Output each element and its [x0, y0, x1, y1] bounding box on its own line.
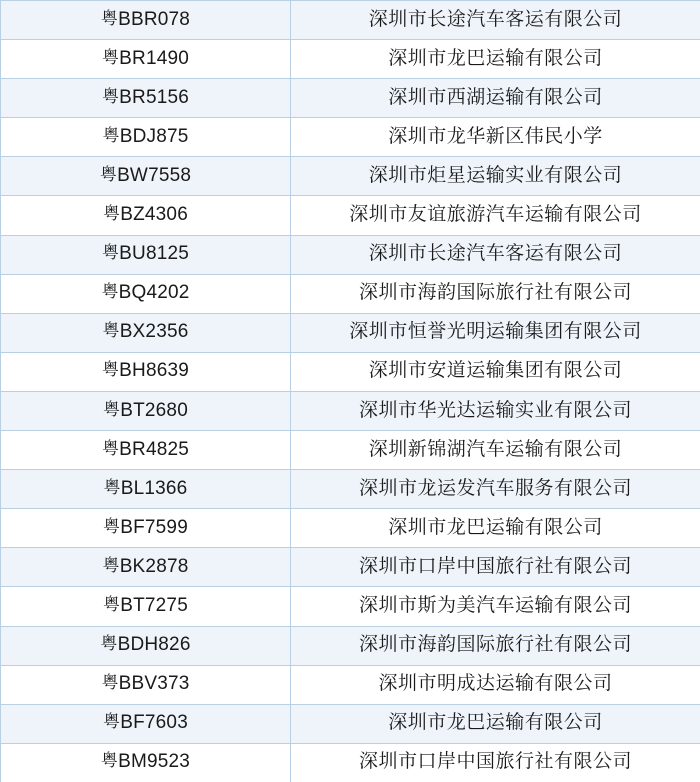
plate-number-cell: 粤BDH826 — [1, 626, 291, 665]
table-row — [1, 196, 700, 235]
table-row — [1, 665, 700, 704]
plate-number-cell: 粤BF7599 — [1, 509, 291, 548]
company-name-cell: 深圳市长途汽车客运有限公司 — [291, 235, 700, 274]
company-name-cell: 深圳市长途汽车客运有限公司 — [291, 1, 700, 40]
table-row — [1, 235, 700, 274]
table-row — [1, 431, 700, 470]
company-name-cell: 深圳市口岸中国旅行社有限公司 — [291, 743, 700, 782]
plate-number-cell: 粤BBR078 — [1, 1, 291, 40]
company-name-cell: 深圳市海韵国际旅行社有限公司 — [291, 626, 700, 665]
table-row — [1, 704, 700, 743]
plate-number-cell: 粤BL1366 — [1, 470, 291, 509]
plate-province-prefix: 粤 — [103, 204, 121, 224]
company-name-cell: 深圳市龙巴运输有限公司 — [291, 40, 700, 79]
company-name-cell: 深圳市友谊旅游汽车运输有限公司 — [291, 196, 700, 235]
company-name-cell: 深圳市海韵国际旅行社有限公司 — [291, 274, 700, 313]
table-row — [1, 79, 700, 118]
company-name-cell: 深圳市口岸中国旅行社有限公司 — [291, 548, 700, 587]
table-row — [1, 743, 700, 782]
plate-province-prefix: 粤 — [101, 438, 120, 458]
company-name-cell: 深圳市龙运发汽车服务有限公司 — [291, 470, 700, 509]
plate-province-prefix: 粤 — [103, 712, 121, 732]
company-name-cell: 深圳市龙巴运输有限公司 — [291, 704, 700, 743]
table-row — [1, 352, 700, 391]
plate-province-prefix: 粤 — [103, 399, 121, 419]
plate-province-prefix: 粤 — [100, 8, 119, 28]
table-row — [1, 40, 700, 79]
company-name-cell: 深圳市龙华新区伟民小学 — [291, 118, 700, 157]
plate-number-cell: 粤BW7558 — [1, 157, 291, 196]
company-name-cell: 深圳新锦湖汽车运输有限公司 — [291, 431, 700, 470]
plate-province-prefix: 粤 — [102, 555, 120, 575]
plate-province-prefix: 粤 — [101, 282, 119, 302]
plate-province-prefix: 粤 — [100, 751, 119, 771]
company-name-cell: 深圳市恒誉光明运输集团有限公司 — [291, 313, 700, 352]
table-row — [1, 548, 700, 587]
plate-number-cell: 粤BR1490 — [1, 40, 291, 79]
plate-number-cell: 粤BX2356 — [1, 313, 291, 352]
plate-province-prefix: 粤 — [100, 634, 118, 654]
plate-number-cell: 粤BBV373 — [1, 665, 291, 704]
company-name-cell: 深圳市龙巴运输有限公司 — [291, 509, 700, 548]
table-row — [1, 274, 700, 313]
table-row — [1, 1, 700, 40]
plate-province-prefix: 粤 — [102, 321, 120, 341]
plate-province-prefix: 粤 — [103, 477, 121, 497]
table-row — [1, 587, 700, 626]
plate-number-cell: 粤BM9523 — [1, 743, 291, 782]
plate-number-cell: 粤BDJ875 — [1, 118, 291, 157]
plate-province-prefix: 粤 — [99, 164, 118, 184]
table-row — [1, 313, 700, 352]
table-row — [1, 509, 700, 548]
plate-province-prefix: 粤 — [101, 360, 120, 380]
plate-province-prefix: 粤 — [103, 516, 121, 536]
plate-province-prefix: 粤 — [102, 125, 120, 145]
plate-number-cell: 粤BF7603 — [1, 704, 291, 743]
plate-province-prefix: 粤 — [101, 47, 120, 67]
table-row — [1, 470, 700, 509]
company-name-cell: 深圳市华光达运输实业有限公司 — [291, 391, 700, 430]
table-row — [1, 391, 700, 430]
table-row — [1, 118, 700, 157]
company-name-cell: 深圳市西湖运输有限公司 — [291, 79, 700, 118]
plate-number-cell: 粤BK2878 — [1, 548, 291, 587]
plate-number-cell: 粤BR4825 — [1, 431, 291, 470]
plate-number-cell: 粤BH8639 — [1, 352, 291, 391]
plate-number-cell: 粤BT7275 — [1, 587, 291, 626]
company-name-cell: 深圳市斯为美汽车运输有限公司 — [291, 587, 700, 626]
plate-province-prefix: 粤 — [101, 86, 120, 106]
company-name-cell: 深圳市安道运输集团有限公司 — [291, 352, 700, 391]
company-name-cell: 深圳市炬星运输实业有限公司 — [291, 157, 700, 196]
plate-province-prefix: 粤 — [101, 243, 120, 263]
table-body — [1, 1, 700, 782]
plate-province-prefix: 粤 — [101, 673, 119, 693]
plate-number-cell: 粤BT2680 — [1, 391, 291, 430]
plate-number-cell: 粤BQ4202 — [1, 274, 291, 313]
plate-province-prefix: 粤 — [103, 595, 121, 614]
table-row — [1, 157, 700, 196]
plate-number-cell: 粤BR5156 — [1, 79, 291, 118]
company-name-cell: 深圳市明成达运输有限公司 — [291, 665, 700, 704]
plate-number-cell: 粤BZ4306 — [1, 196, 291, 235]
plate-number-cell: 粤BU8125 — [1, 235, 291, 274]
table-row — [1, 626, 700, 665]
